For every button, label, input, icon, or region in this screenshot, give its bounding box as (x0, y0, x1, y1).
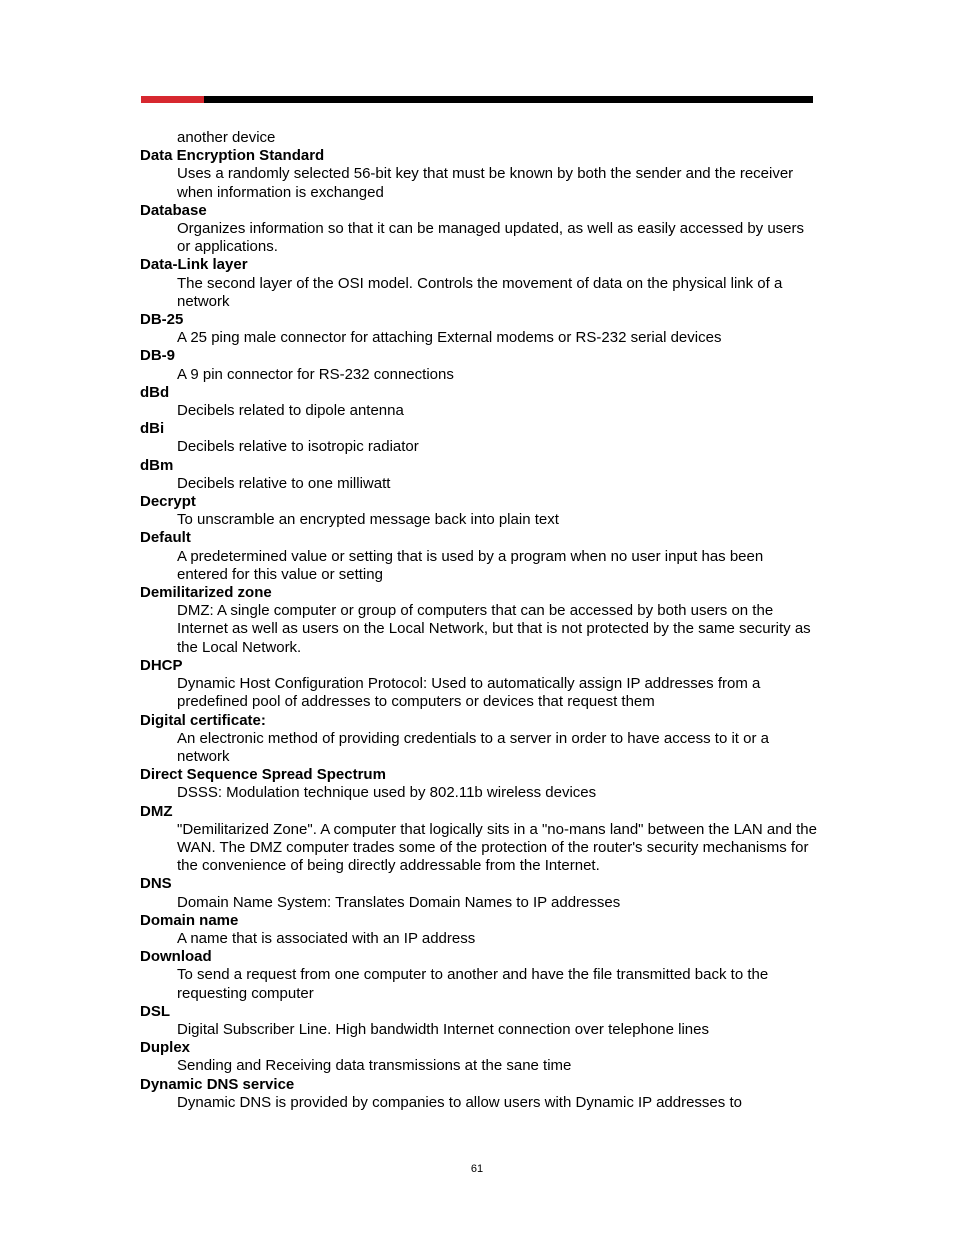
glossary-definition: A name that is associated with an IP address (177, 929, 476, 947)
glossary-term: Demilitarized zone (140, 584, 272, 602)
glossary-term: Direct Sequence Spread Spectrum (140, 766, 386, 784)
glossary-term: dBi (140, 420, 165, 438)
header-black-bar (204, 96, 813, 103)
glossary-definition: A 25 ping male connector for attaching External modems or RS-232 serial devices (177, 329, 722, 347)
glossary-term: DB-25 (140, 311, 184, 329)
glossary-term: dBd (140, 383, 170, 401)
glossary-definition: Decibels related to dipole antenna (177, 402, 404, 420)
glossary-definition: Dynamic Host Configuration Protocol: Used to automatically assign IP addresses from a predefined pool of addresses to computers or devices that request them (177, 675, 761, 711)
glossary-term: Default (140, 529, 191, 547)
page-number: 61 (470, 1163, 484, 1175)
glossary-definition: A 9 pin connector for RS-232 connections (177, 365, 454, 383)
glossary-term: Dynamic DNS service (140, 1075, 295, 1093)
glossary-definition: Organizes information so that it can be managed updated, as well as easily accessed by users or applications. (177, 220, 805, 256)
glossary-definition: Domain Name System: Translates Domain Names to IP addresses (177, 893, 621, 911)
glossary-term: DHCP (140, 656, 183, 674)
glossary-term: Download (140, 948, 212, 966)
glossary-definition: Decibels relative to isotropic radiator (177, 438, 419, 456)
glossary-definition: To unscramble an encrypted message back into plain text (177, 511, 559, 529)
glossary-definition: Sending and Receiving data transmissions at the sane time (177, 1057, 572, 1075)
glossary-term: Domain name (140, 911, 239, 929)
glossary-list (140, 129, 818, 1112)
glossary-definition: DSSS: Modulation technique used by 802.11b wireless devices (177, 784, 597, 802)
glossary-definition: DMZ: A single computer or group of computers that can be accessed by both users on the Internet as well as users on the Local Network, but that is not protected by the same security as the Local Network. (177, 602, 811, 656)
glossary-definition: "Demilitarized Zone". A computer that logically sits in a "no-mans land" between the LAN and the WAN. The DMZ computer trades some of the protection of the router's security mechanisms for the convenience of being directly addressable from the Internet. (177, 820, 817, 875)
continued-definition: another device (177, 129, 276, 146)
glossary-term: Data-Link layer (140, 256, 248, 274)
glossary-definition: Digital Subscriber Line. High bandwidth Internet connection over telephone lines (177, 1020, 709, 1038)
glossary-term: dBm (140, 456, 174, 474)
glossary-definition: A predetermined value or setting that is used by a program when no user input has been entered for this value or setting (177, 547, 764, 583)
glossary-definition: To send a request from one computer to another and have the file transmitted back to the requesting computer (177, 966, 769, 1002)
glossary-definition: Uses a randomly selected 56-bit key that must be known by both the sender and the receiver when information is exchanged (177, 165, 794, 201)
glossary-term: Data Encryption Standard (140, 147, 325, 165)
glossary-term: Database (140, 201, 207, 219)
glossary-term: Duplex (140, 1039, 191, 1057)
glossary-definition: Decibels relative to one milliwatt (177, 474, 391, 492)
glossary-definition: An electronic method of providing credentials to a server in order to have access to it or a network (177, 729, 769, 765)
glossary-entries (140, 147, 818, 1112)
glossary-term: Decrypt (140, 493, 196, 511)
glossary-term: DB-9 (140, 347, 176, 365)
header-rule (141, 96, 813, 103)
glossary-definition: Dynamic DNS is provided by companies to allow users with Dynamic IP addresses to (177, 1093, 742, 1111)
glossary-definition: The second layer of the OSI model. Controls the movement of data on the physical link of a network (177, 274, 783, 310)
glossary-term: DNS (140, 875, 172, 893)
glossary-term: Digital certificate: (140, 711, 266, 729)
header-accent-bar (141, 96, 204, 103)
glossary-term: DMZ (140, 802, 173, 820)
glossary-term: DSL (140, 1002, 170, 1020)
